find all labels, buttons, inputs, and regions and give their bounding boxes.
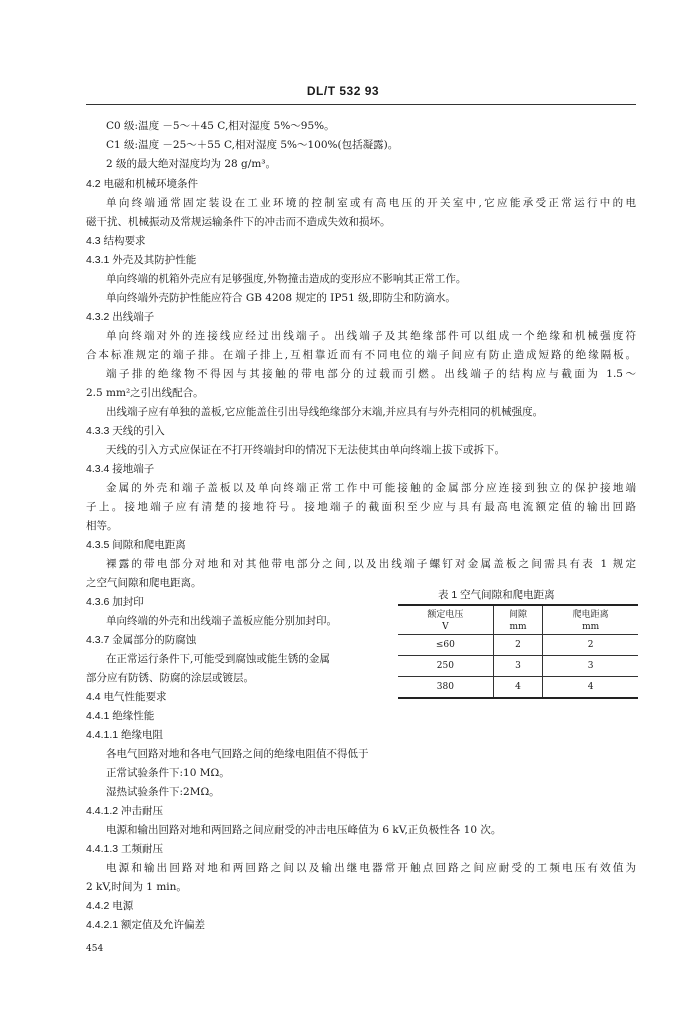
text-line: 电源和输出回路对地和两回路之间应耐受的冲击电压峰值为 6 kV,正负极性各 10 次。 [106,824,502,836]
table-header-cell: 间隙 [493,605,543,620]
table-units-row [398,620,638,635]
table-cell: 4 [493,677,543,699]
text-line: 之空气间隙和爬电距离。 [86,577,202,589]
section-heading: 4.4.1.3 工频耐压 [86,843,164,855]
table-caption: 表 1 空气间隙和爬电距离 [438,589,555,601]
text-line: 单向终端的外壳和出线端子盖板应能分别加封印。 [106,615,337,627]
text-line: 磁干扰、机械振动及常规运输条件下的冲击而不造成失效和损坏。 [86,216,391,228]
text-line: 金属的外壳和端子盖板以及单向终端正常工作中可能接触的金属部分应连接到独立的保护接地端 [106,482,636,494]
section-heading: 4.4.1.2 冲击耐压 [86,805,164,817]
header-rule [86,104,636,105]
text-line: 在正常运行条件下,可能受到腐蚀或能生锈的金属 [106,653,330,665]
section-heading: 4.4.1 绝缘性能 [86,710,155,722]
table-cell: ≤60 [398,635,493,656]
page-header: DL/T 532 93 [306,84,380,98]
table-row [398,635,638,656]
text-line: 单向终端通常固定装设在工业环境的控制室或有高电压的开关室中,它应能承受正常运行中的电 [106,197,636,209]
text-line: 合本标准规定的端子排。在端子排上,互相靠近而有不同电位的端子间应有防止造成短路的绝缘隔板。 [86,349,636,361]
text-line: C1 级:温度 －25～＋55 C,相对湿度 5%～100%(包括凝露)。 [106,139,399,151]
section-heading: 4.4.2 电源 [86,900,134,912]
table-cell: 4 [543,677,638,699]
text-line: 相等。 [86,520,118,532]
text-line: 端子排的绝缘物不得因与其接触的带电部分的过载而引燃。出线端子的结构应与截面为 1.5～ [106,368,636,380]
table-cell: 2 [543,635,638,656]
text-line: 裸露的带电部分对地和对其他带电部分之间,以及出线端子螺钉对金属盖板之间需具有表 1 规定 [106,558,636,570]
text-line: 出线端子应有单独的盖板,它应能盖住引出导线绝缘部分末端,并应具有与外壳相同的机械强度。 [106,406,544,418]
section-heading: 4.3.4 接地端子 [86,463,155,475]
text-line: 2.5 mm²之引出线配合。 [86,387,204,399]
text-line: 电源和输出回路对地和两回路之间以及输出继电器常开触点回路之间应耐受的工频电压有效值为 [106,862,636,874]
text-line: 单向终端外壳防护性能应符合 GB 4208 规定的 IP51 级,即防尘和防滴水。 [106,292,456,304]
section-heading: 4.3.7 金属部分的防腐蚀 [86,634,197,646]
text-line: 单向终端的机箱外壳应有足够强度,外物撞击造成的变形应不影响其正常工作。 [106,273,467,285]
section-heading: 4.4.1.1 绝缘电阻 [86,729,164,741]
text-line: 单向终端对外的连接线应经过出线端子。出线端子及其绝缘部件可以组成一个绝缘和机械强度符 [106,330,636,342]
table-cell: 380 [398,677,493,699]
section-heading: 4.3.6 加封印 [86,596,144,608]
section-heading: 4.2 电磁和机械环境条件 [86,178,199,190]
table-header-row [398,605,638,620]
table-row [398,677,638,699]
table-unit-cell: V [398,620,493,635]
text-line: 正常试验条件下:10 MΩ。 [106,767,230,779]
section-heading: 4.4.2.1 额定值及允许偏差 [86,919,206,931]
section-heading: 4.3 结构要求 [86,235,146,247]
text-line: 2 级的最大绝对湿度均为 28 g/m³。 [106,158,276,170]
section-heading: 4.4 电气性能要求 [86,691,167,703]
page-number: 454 [86,944,104,954]
text-line: 部分应有防锈、防腐的涂层或镀层。 [86,672,254,684]
section-heading: 4.3.5 间隙和爬电距离 [86,539,186,551]
text-line: 湿热试验条件下:2MΩ。 [106,786,220,798]
table-cell: 2 [493,635,543,656]
table-row [398,656,638,677]
table-cell: 250 [398,656,493,677]
clearance-table [398,604,638,699]
table-unit-cell: mm [543,620,638,635]
text-line: C0 级:温度 －5～＋45 C,相对湿度 5%～95%。 [106,120,335,132]
table-unit-cell: mm [493,620,543,635]
section-heading: 4.3.2 出线端子 [86,311,155,323]
table-header-cell: 爬电距离 [543,605,638,620]
text-line: 子上。接地端子应有清楚的接地符号。接地端子的截面积至少应与具有最高电流额定值的输出回路 [86,501,636,513]
table-cell: 3 [493,656,543,677]
table-header-cell: 额定电压 [398,605,493,620]
text-line: 天线的引入方式应保证在不打开终端封印的情况下无法使其由单向终端上拔下或拆下。 [106,444,505,456]
section-heading: 4.3.1 外壳及其防护性能 [86,254,197,266]
table-cell: 3 [543,656,638,677]
text-line: 各电气回路对地和各电气回路之间的绝缘电阻值不得低于 [106,748,369,760]
text-line: 2 kV,时间为 1 min。 [86,881,187,893]
section-heading: 4.3.3 天线的引入 [86,425,165,437]
